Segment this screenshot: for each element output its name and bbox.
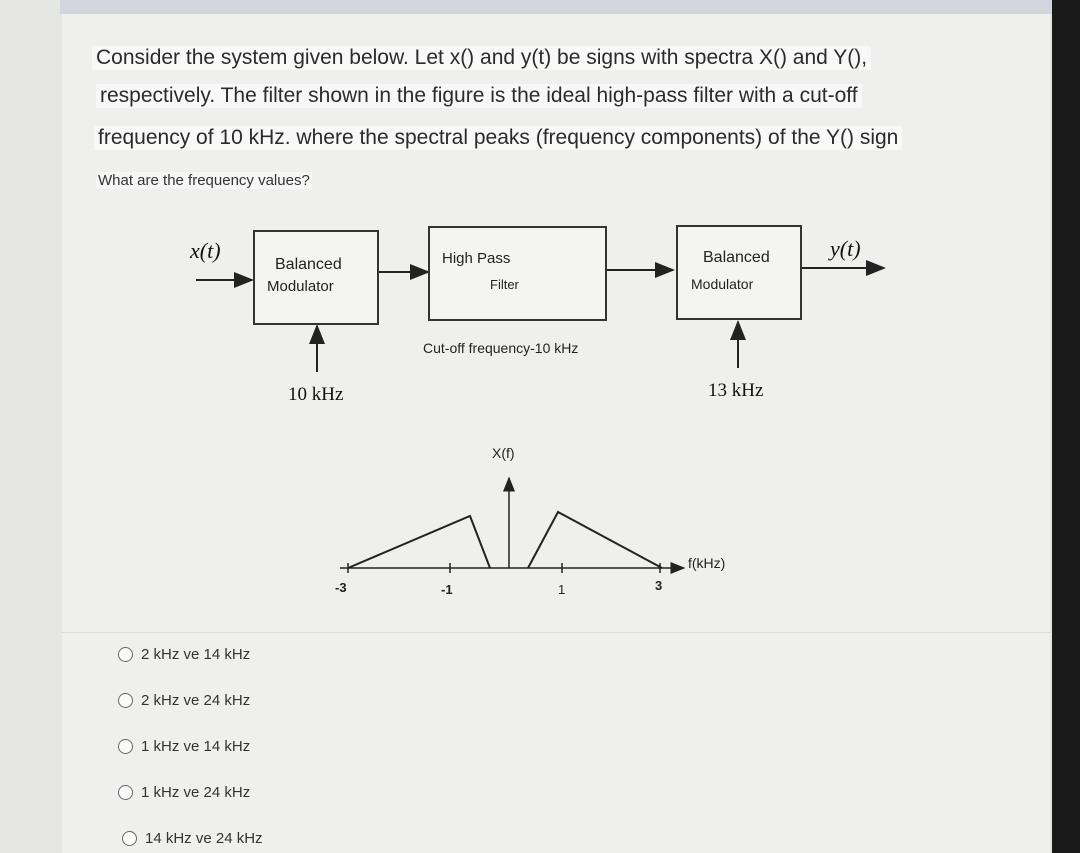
radio-button[interactable] [122, 831, 137, 846]
carrier1-frequency: 10 kHz [288, 384, 344, 405]
tick-label-neg1: -1 [441, 582, 453, 597]
spectrum-left-triangle [348, 516, 490, 568]
radio-button[interactable] [118, 739, 133, 754]
block3-line1: Balanced [703, 249, 770, 266]
output-signal-label: y(t) [830, 236, 861, 261]
radio-button[interactable] [118, 647, 133, 662]
spectrum-right-triangle [528, 512, 662, 568]
spectrum-ylabel: X(f) [492, 445, 515, 461]
block1-line2: Modulator [267, 278, 334, 295]
answer-option-label: 2 kHz ve 14 kHz [141, 646, 251, 663]
tick-label-neg3: -3 [335, 580, 347, 595]
answer-option-label: 2 kHz ve 24 kHz [141, 692, 251, 709]
answer-option-5[interactable] [122, 830, 263, 847]
block1-line1: Balanced [275, 256, 342, 273]
input-signal-label: x(t) [190, 238, 221, 263]
answer-option-1[interactable] [118, 646, 250, 663]
answer-option-4[interactable] [118, 784, 250, 801]
answer-option-label: 14 kHz ve 24 kHz [145, 830, 263, 847]
radio-button[interactable] [118, 785, 133, 800]
answer-option-label: 1 kHz ve 14 kHz [141, 738, 251, 755]
spectrum-xlabel: f(kHz) [688, 555, 726, 571]
question-line-2: respectively. The filter shown in the figure is the ideal high-pass filter with a cut-off [96, 84, 862, 108]
tick-label-3: 3 [655, 578, 663, 593]
answer-option-2[interactable] [118, 692, 250, 709]
question-subprompt: What are the frequency values? [98, 172, 310, 189]
block2-line2: Filter [490, 277, 519, 292]
block2-line1: High Pass [442, 250, 511, 267]
cutoff-frequency-label: Cut-off frequency-10 kHz [423, 340, 579, 356]
tick-label-1: 1 [558, 582, 566, 597]
radio-button[interactable] [118, 693, 133, 708]
answer-option-3[interactable] [118, 738, 250, 755]
answer-option-label: 1 kHz ve 24 kHz [141, 784, 251, 801]
block3-line2: Modulator [691, 276, 754, 292]
question-line-3: frequency of 10 kHz. where the spectral peaks (frequency components) of the Y() sign [94, 126, 902, 150]
carrier2-frequency: 13 kHz [708, 380, 764, 401]
divider [62, 632, 1050, 633]
question-line-1: Consider the system given below. Let x() and y(t) be signs with spectra X() and Y(), [92, 46, 871, 70]
